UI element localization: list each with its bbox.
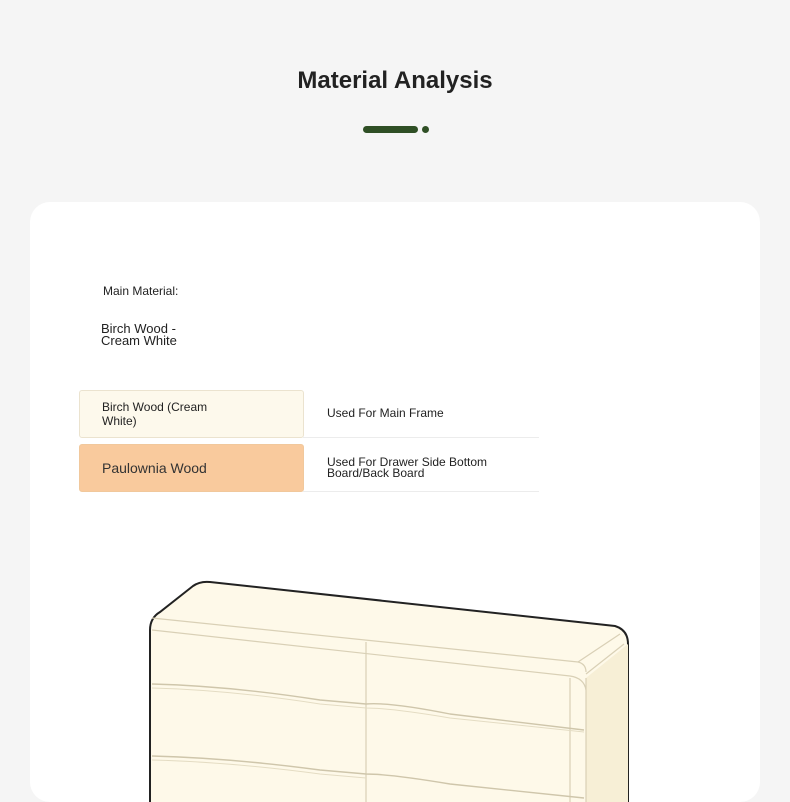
material-row xyxy=(79,444,539,492)
underline-dot xyxy=(422,126,429,133)
main-material-label: Main Material: xyxy=(103,284,179,298)
material-name: Birch Wood (Cream White) xyxy=(102,400,208,428)
material-name-cell xyxy=(79,390,304,438)
material-row xyxy=(79,390,539,438)
material-use-cell xyxy=(303,390,539,438)
material-use: Used For Drawer Side Bottom Board/Back Board xyxy=(327,454,488,480)
dresser-icon xyxy=(150,582,628,802)
material-name-cell xyxy=(79,444,304,492)
material-table xyxy=(79,390,539,492)
material-name: Paulownia Wood xyxy=(102,460,207,476)
main-material-value: Birch Wood - Cream White xyxy=(101,321,177,348)
material-use: Used For Main Frame xyxy=(327,406,444,420)
material-use-cell xyxy=(303,444,539,492)
page-title: Material Analysis xyxy=(297,67,493,94)
underline-bar xyxy=(363,126,418,133)
material-card xyxy=(30,202,760,802)
dresser-illustration xyxy=(30,562,760,802)
